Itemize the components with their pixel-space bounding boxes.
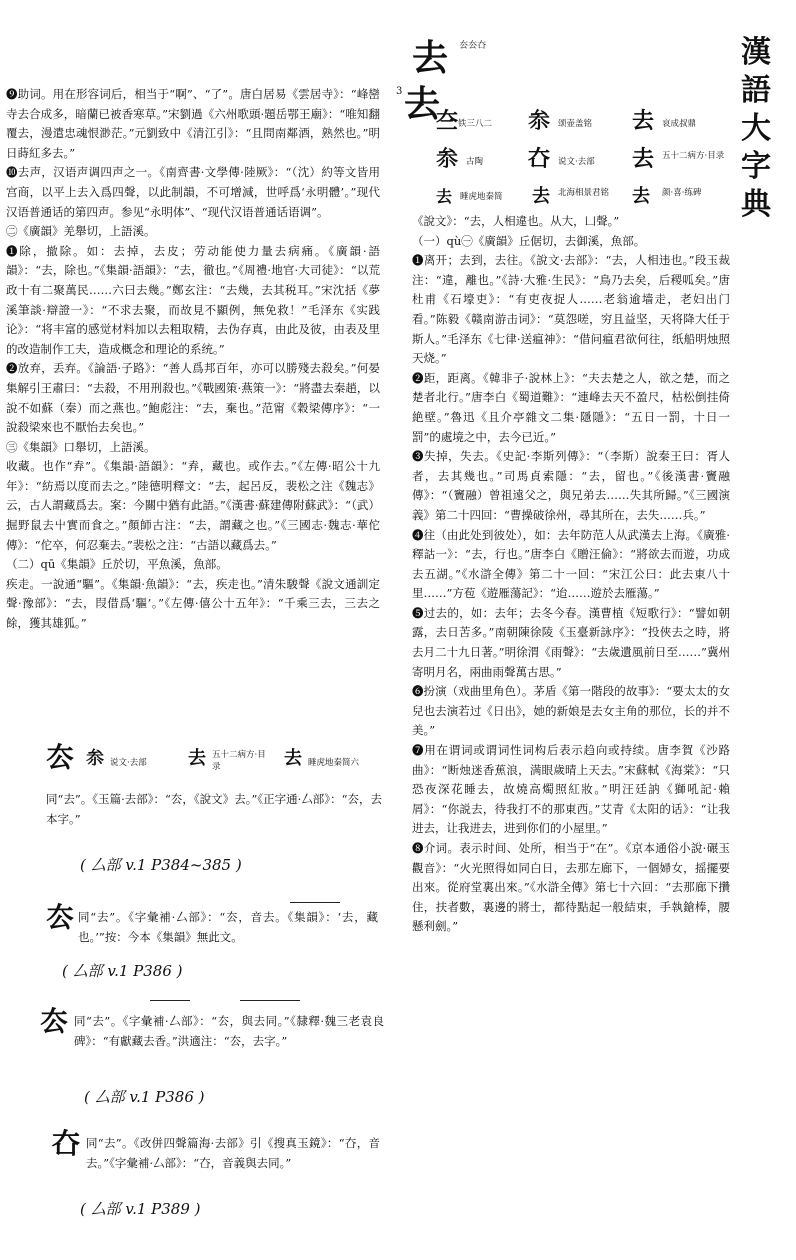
ancient-form-glyph: 去	[632, 146, 655, 172]
headword-marker: 3	[396, 86, 403, 97]
divider-line	[290, 902, 340, 903]
definition-paragraph: 收藏。也作“弆”。《集韻·語韻》：“弆，藏也。或作去。”《左傳·昭公十九年》：“紡焉以度而去之。”陸德明釋文：“去，起呂反，裴松之注《魏志》云，古人謂藏爲去。案：今關中猶有此語。”《漢書·蘇建傳附蘇武》：“（武）掘野鼠去屮實而食之。”顏師古注：“去，謂藏之也。”《三國志·魏志·華佗傳》：“佗卒，何忍棄去。”裴松之注：“古語以藏爲去。”	[6, 459, 380, 552]
ancient-form-glyph: 去	[532, 186, 550, 207]
entry-definition: 同“去”。《字彙補·厶部》：“厺，音去。《集韻》：‘去，藏也。’”按：今本《集韻》無此文。	[78, 910, 378, 944]
ancient-form-glyph: 去	[284, 748, 302, 769]
definition-paragraph: ❸失掉，失去。《史記·李斯列傳》：“（李斯）說秦王曰：胥人者，去其幾也。”司馬貞索隱：“去，留也。”《後漢書·竇融傳》：“（竇融）曾祖遠父之，與兄弟去……失其所歸。”《三國演義》第二十四回：“曹操破徐州，尋其所在，去失……兵。”	[412, 449, 730, 522]
definition-paragraph: ❼用在谓词或谓词性词构后表示趋向或持续。唐李賀《沙路曲》：“断烛迷香蕉浪，满眼歲晴上天去。”宋蘇軾《海棠》：“只恐夜深花睡去，故燒高燭照紅妝。”明汪廷訥《獅吼記·賴屑》：“你説去，待我打不的那東西。”艾青《太阳的话》：“让我进去，让我进去，进到你们的小屋里。”	[412, 743, 730, 836]
handwritten-note: ( 厶部 v.1 P386 )	[62, 962, 183, 980]
ancient-form-glyph: 𠫭	[528, 108, 551, 134]
ancient-form-label: 北海相景君铭	[558, 188, 610, 198]
divider-line	[240, 1000, 300, 1001]
entry-headword: 厺	[40, 1005, 69, 1038]
ancient-form-label: 五十二病方·目录	[662, 151, 725, 161]
ancient-form-label: 哀成叔鼎	[662, 119, 697, 129]
definition-paragraph: ❺过去的，如：去年；去冬今春。漢曹植《短歌行》：“譬如朝露，去日苦多。”南朝陳徐陵《玉臺新詠序》：“投俠去之時，將去月二十九日著。”明徐渭《雨聲》：“去歲遺風前日至……”冀州寄明月名，兩曲雨聲萬古思。”	[412, 605, 730, 679]
forms-row	[436, 146, 756, 184]
ancient-form-glyph: 㚎	[528, 146, 551, 172]
entry-headword: 厺	[46, 901, 75, 934]
definition-paragraph: ❽介词。表示时间、处所，相当于“在”。《京本通俗小說·碾玉觀音》：“火光照得如同白日，去那左廊下，一個婦女，摇擺要出來。從府堂裏出來。”《水滸全傳》第七十六回：“去那廊下攢住，扶者數，裏邊的將士，都待點起一般結束，手執鎗棒，腰懸利劍。”	[412, 841, 730, 934]
ancient-form-glyph: 去	[436, 187, 453, 206]
ancient-form-label: 古陶	[466, 157, 484, 167]
definition-paragraph: 《說文》：“去，人相違也。从大，凵聲。”	[412, 214, 620, 228]
definition-paragraph: ❷距，距离。《韓非子·說林上》：“夫去楚之人，欲之楚，而之楚者北行。”唐李白《蜀道難》：“連峰去天不盈尺，枯松倒挂倚絶壁。”魯迅《且介亭雜文二集·隱隱》：“五日一罰，十日一罰”的處境之中，去今已近。”	[412, 370, 730, 444]
definition-paragraph: ㊁《廣韻》羌舉切，上語溪。	[6, 224, 156, 239]
definition-paragraph: ㊂《集韻》口舉切，上語溪。	[6, 439, 156, 454]
entry-definition: 同“去”。《字彙補·厶部》：“厺，與去同。”《隸釋·魏三老袁良碑》：“有獻藏去香。”洪適注：“厺，去字。”	[74, 1014, 384, 1048]
ancient-form-glyph: 𠫭	[86, 748, 104, 769]
definition-paragraph: ❾助词。用在形容词后，相当于“啊”、“了”。唐白居易《雲居寺》：“峰巒寺去合成多，暗蘭已被香寒草。”宋劉過《六州歌頭·題岳鄂王廟》：“唯知翻覆去，漫遣忠魂恨渺茫。”元劉致中《清江引》：“且問南鄰酒，熟然也。”明日蒔紅多去。”	[6, 87, 380, 160]
definition-paragraph: ❷放弃，丢弃。《論語·子路》：“善人爲邦百年，亦可以勝殘去殺矣。”何晏集解引王肅曰：“去殺，不用刑殺也。”《戰國策·燕策一》：“將盡去秦趙，以說不如蘇（秦）而之燕也。”鮑彪注：“去，棄也。”范甯《穀梁傳序》：“一說殺梁來也不厭怡去矣也。”	[6, 361, 380, 435]
definition-paragraph: （一）qù㊀《廣韻》丘倨切，去御溪，魚部。	[412, 233, 646, 248]
ancient-form-glyph: 夳	[436, 108, 459, 134]
ancient-form-label: 睡虎地秦简六	[308, 758, 360, 768]
ancient-form-label: 五十二病方·目录	[212, 750, 266, 772]
left-definitions-column	[6, 85, 380, 741]
headword-char-2: 去	[404, 83, 441, 125]
entry-definition: 同“去”。《玉篇·去部》：“厺，《說文》去。”《正字通·厶部》：“厺，去本字。”	[46, 792, 382, 826]
definition-paragraph: ❹往（由此处到彼处），如：去年防范人从武漢去上海。《廣雅·釋詁一》：“去，行也。”唐李白《贈汪倫》：“將欲去而遊，功成去五湖。”《水滸全傳》第二十一回：“宋江公曰：此去東八十里……”方苞《遊雁蕩記》：“迨……遊於去雁蕩。”	[412, 527, 730, 601]
definition-paragraph: ❿去声，汉语声调四声之一。《南齊書·文學傳·陸厥》：“（沈）約等文皆用宫商，以平上去入爲四聲，以此制韻，不可增減，世呼爲‘永明體’。”现代汉语普通话的第四声。参见“永明体”、“现代汉语普通话语调”。	[6, 165, 380, 219]
right-definitions-column	[412, 212, 730, 937]
divider-line	[150, 1000, 190, 1001]
handwritten-note: ( 厶部 v.1 P389 )	[80, 1200, 201, 1218]
ancient-form-glyph: 𠫭	[436, 146, 459, 172]
dictionary-brand: 漢語大字典	[741, 35, 771, 222]
ancient-form-label: 说文·去部	[110, 758, 147, 768]
ancient-form-glyph: 去	[632, 186, 650, 207]
entry-forms-row	[46, 742, 386, 782]
headword-char: 去	[412, 37, 449, 79]
definition-paragraph: ❶除，撤除。如：去掉，去皮；劳动能使力量去病痛。《廣韻·語韻》：“去，除也。”《集韻·語韻》：“去，徹也。”《周禮·地官·大司徒》：“以荒政十有二聚萬民……六曰去幾。”鄭玄注：“去幾，去其税耳。”宋沈括《夢溪筆談·辯證一》：“不求去聚，而故見不顯例，無免救！”毛泽东《实践论》：“将丰富的感觉材料加以去粗取精，去伪存真，由此及彼，由表及里的改造制作工夫，造成概念和理论的系统。”	[6, 243, 380, 356]
definition-paragraph: （二）qū《集韻》丘於切，平魚溪，魚部。	[6, 557, 228, 572]
definition-paragraph: ❻扮演（戏曲里角色）。茅盾《第一階段的故事》：“要太太的女兒也去演若过《日出》，她的新娘是去女主角的那位，长的并不美。”	[412, 684, 730, 738]
handwritten-note: ( 厶部 v.1 P386 )	[84, 1088, 205, 1106]
ancient-form-label: 颜·喜·练碑	[662, 188, 702, 198]
headword-line-1	[412, 38, 486, 78]
entry-headword: 厺	[46, 741, 75, 774]
ancient-form-label: 铁三八二	[458, 119, 493, 129]
ancient-form-label: 说文·去部	[558, 157, 595, 167]
ancient-form-glyph: 去	[632, 108, 655, 134]
handwritten-note: ( 厶部 v.1 P384~385 )	[80, 856, 242, 874]
ancient-form-label: 颂壶盖铭	[558, 119, 593, 129]
entry-definition: 同“去”。《改併四聲篇海·去部》引《搜真玉鏡》：“㚎，音去。”《字彙補·厶部》：“㚎，音義與去同。”	[86, 1136, 380, 1170]
ancient-form-glyph: 去	[188, 748, 206, 769]
definition-paragraph: ❶离开；去到，去往。《說文·去部》：“去，人相违也。”段玉裁注：“違，離也。”《詩·大雅·生民》：“鳥乃去矣，后稷呱矣。”唐杜甫《石壕吏》：“有吏夜捉人……老翁逾墙走，老妇出门看。”陈毅《赣南游击词》：“莫怨嗟，穷且益坚，天将降大任于斯人。”毛泽东《七律·送瘟神》：“借问瘟君欲何往，纸船明烛照天烧。”	[412, 253, 730, 366]
entry-headword: 㚎	[52, 1127, 81, 1160]
forms-row	[436, 108, 756, 146]
definition-paragraph: 疾走。一說通“驅”。《集韻·魚韻》：“去，疾走也。”清朱駿聲《說文通訓定聲·豫部》：“去，叚借爲‘驅’。”《左傳·僖公十五年》：“千乘三去，三去之餘，獲其雄狐。”	[6, 576, 380, 631]
ancient-form-label: 睡虎地秦简	[460, 192, 503, 202]
headword-variants: 厺厺㚎	[459, 41, 487, 51]
ancient-forms-grid	[436, 108, 756, 208]
